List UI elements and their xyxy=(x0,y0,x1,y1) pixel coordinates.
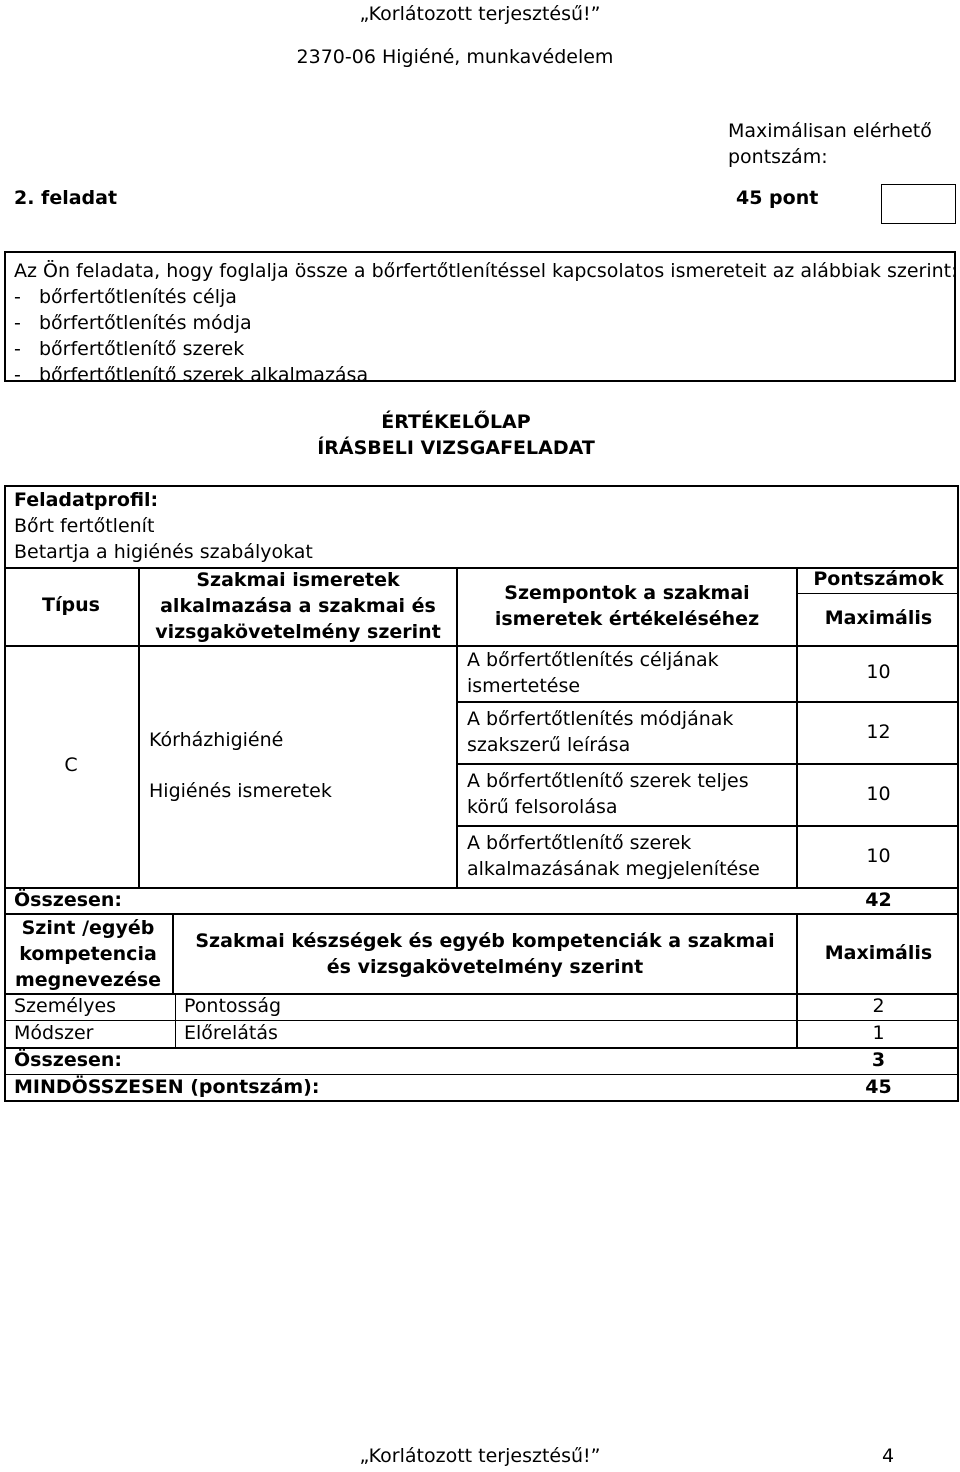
grand-total-label: MINDÖSSZESEN (pontszám): xyxy=(14,1076,320,1098)
header-module-title: 2370-06 Higiéné, munkavédelem xyxy=(296,46,614,68)
task-points: 45 pont xyxy=(736,187,819,209)
knowledge-item: Higiénés ismeretek xyxy=(149,780,332,802)
criterion-max: 10 xyxy=(866,783,891,805)
profile-line: Bőrt fertőtlenít xyxy=(14,515,155,537)
task-description-box xyxy=(4,251,958,386)
sheet-title: ÉRTÉKELŐLAP xyxy=(381,411,531,433)
col-type-header: Típus xyxy=(42,594,100,616)
task-item: - bőrfertőtlenítés módja xyxy=(14,312,252,334)
profile-line: Betartja a higiénés szabályokat xyxy=(14,541,313,563)
subtotal-value: 42 xyxy=(865,889,892,911)
page-number: 4 xyxy=(882,1445,895,1467)
sheet-subtitle: ÍRÁSBELI VIZSGAFELADAT xyxy=(317,437,595,459)
type-value: C xyxy=(64,754,78,776)
col-level-header: Szint /egyéb kompetencia megnevezése xyxy=(14,917,162,991)
max-points-label-line2: pontszám: xyxy=(728,146,828,168)
col-max-header-2: Maximális xyxy=(824,942,933,964)
criterion-row: A bőrfertőtlenítés módjának szakszerű leírása xyxy=(467,708,734,756)
skill-max: 2 xyxy=(872,995,885,1017)
header-restricted-label: „Korlátozott terjesztésű!” xyxy=(359,3,601,25)
subtotal-label: Összesen: xyxy=(14,889,123,911)
subtotal-label-2: Összesen: xyxy=(14,1049,123,1071)
criterion-max: 10 xyxy=(866,661,891,683)
task-title: 2. feladat xyxy=(14,187,118,209)
skill-name: Pontosság xyxy=(184,995,282,1017)
task-intro: Az Ön feladata, hogy foglalja össze a bőrfertőtlenítéssel kapcsolatos ismereteit az alábbiak szerint: xyxy=(14,260,958,282)
col-criteria-header: Szempontok a szakmai ismeretek értékeléséhez xyxy=(494,582,760,630)
footer-restricted-label: „Korlátozott terjesztésű!” xyxy=(359,1445,601,1467)
task-item: - bőrfertőtlenítő szerek alkalmazása xyxy=(14,364,369,386)
criterion-row: A bőrfertőtlenítő szerek teljes körű felsorolása xyxy=(467,770,749,818)
skill-level: Személyes xyxy=(14,995,117,1017)
profile-label: Feladatprofil: xyxy=(14,489,159,511)
subtotal-value-2: 3 xyxy=(871,1049,886,1071)
criterion-max: 10 xyxy=(866,845,891,867)
skill-max: 1 xyxy=(872,1022,885,1044)
col-points-header: Pontszámok xyxy=(813,568,944,590)
col-knowledge-header: Szakmai ismeretek alkalmazása a szakmai és vizsgakövetelmény szerint xyxy=(155,569,441,643)
criterion-max: 12 xyxy=(866,721,891,743)
skill-level: Módszer xyxy=(14,1022,94,1044)
task-item: - bőrfertőtlenítés célja xyxy=(14,286,237,308)
criterion-row: A bőrfertőtlenítés céljának ismertetése xyxy=(467,649,719,697)
max-points-label-line1: Maximálisan elérhető xyxy=(728,120,932,142)
task-item: - bőrfertőtlenítő szerek xyxy=(14,338,245,360)
grand-total-value: 45 xyxy=(865,1076,892,1098)
skill-name: Előrelátás xyxy=(184,1022,278,1044)
col-skills-header: Szakmai készségek és egyéb kompetenciák a szakmai és vizsgakövetelmény szerint xyxy=(195,930,775,978)
knowledge-item: Kórházhigiéné xyxy=(149,729,284,751)
col-max-header: Maximális xyxy=(824,607,933,629)
criterion-row: A bőrfertőtlenítő szerek alkalmazásának megjelenítése xyxy=(467,832,760,880)
score-entry-box[interactable] xyxy=(881,184,956,224)
